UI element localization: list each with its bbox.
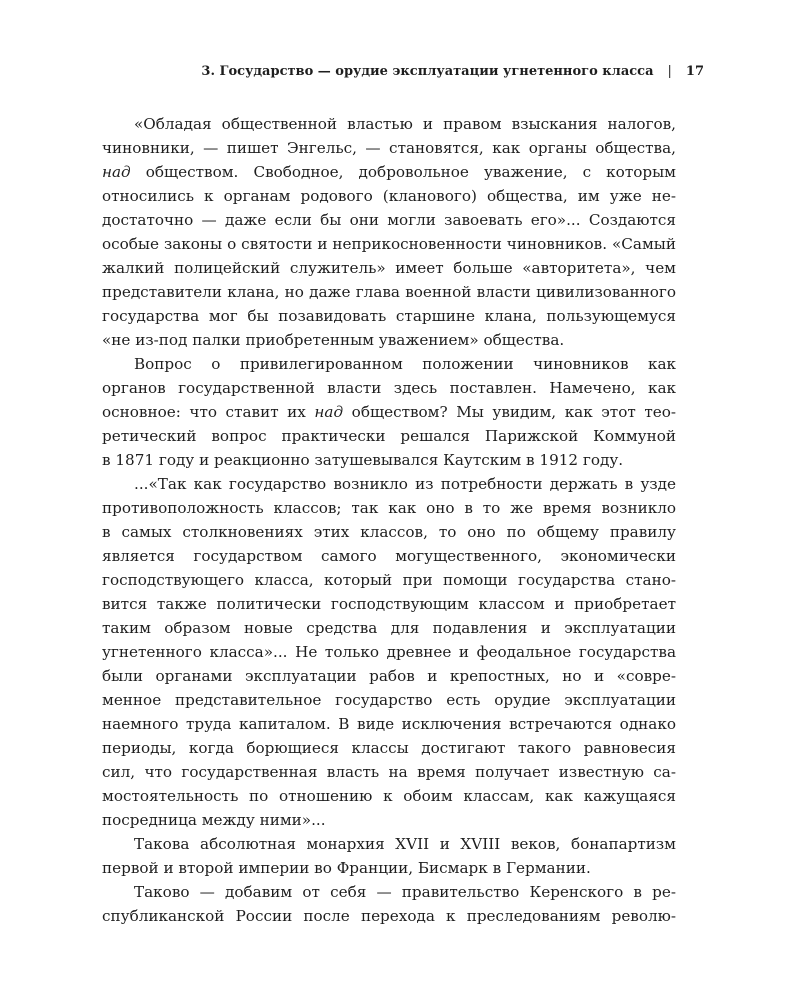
paragraph: [102, 352, 676, 472]
paragraph: [102, 112, 676, 352]
text-line: спубликанской России после перехода к преследованиям револю-: [102, 907, 676, 925]
paragraph: [102, 832, 676, 880]
text-line: относились к органам родового (кланового) общества, им уже не-: [102, 187, 676, 205]
text-line: Вопрос о привилегированном положении чиновников как: [134, 355, 676, 373]
text-line: в самых столкновениях этих классов, то оно по общему правилу: [102, 523, 676, 541]
running-head: [100, 64, 704, 79]
text-line: достаточно — даже если бы они могли завоевать его»... Создаются: [102, 211, 676, 229]
chapter-title: 3. Государство — орудие эксплуатации угнетенного класса: [201, 64, 654, 79]
text-line: основное: что ставит их над обществом? Мы увидим, как этот тео-: [102, 403, 676, 421]
text-line: сил, что государственная власть на время получает известную са-: [102, 763, 676, 781]
emphasis: над: [102, 163, 131, 181]
text-line: господствующего класса, который при помощи государства стано-: [102, 571, 676, 589]
text-line: ...«Так как государство возникло из потребности держать в узде: [134, 475, 676, 493]
text-line: представители клана, но даже глава военной власти цивилизованного: [102, 283, 676, 301]
text-line: периоды, когда борющиеся классы достигают такого равновесия: [102, 739, 676, 757]
body-text: [102, 112, 676, 928]
text-line: противоположность классов; так как оно в то же время возникло: [102, 499, 676, 517]
header-separator: |: [667, 64, 672, 79]
text-line: жалкий полицейский служитель» имеет больше «авторитета», чем: [102, 259, 676, 277]
emphasis: над: [314, 403, 344, 421]
text-line: в 1871 году и реакционно затушевывался Каутским в 1912 году.: [102, 451, 624, 469]
text-line: посредница между ними»...: [102, 811, 326, 829]
text-line: наемного труда капиталом. В виде исключения встречаются однако: [102, 715, 676, 733]
text-line: «Обладая общественной властью и правом взыскания налогов,: [134, 115, 676, 133]
text-line: ретический вопрос практически решался Парижской Коммуной: [102, 427, 676, 445]
paragraph: [102, 880, 676, 928]
text-line: таким образом новые средства для подавления и эксплуатации: [102, 619, 676, 637]
page-number: 17: [685, 64, 704, 79]
text-line: особые законы о святости и неприкосновенности чиновников. «Самый: [102, 235, 676, 253]
text-line: вится также политически господствующим классом и приобретает: [102, 595, 676, 613]
text-line: над обществом. Свободное, добровольное уважение, с которым: [102, 163, 676, 181]
text-line: были органами эксплуатации рабов и крепостных, но и «совре-: [102, 667, 676, 685]
text-line: угнетенного класса»... Не только древнее и феодальное государства: [102, 643, 676, 661]
text-line: государства мог бы позавидовать старшине клана, пользующемуся: [102, 307, 676, 325]
text-line: чиновники, — пишет Энгельс, — становятся, как органы общества,: [102, 139, 676, 157]
text-line: мостоятельность по отношению к обоим классам, как кажущаяся: [102, 787, 676, 805]
text-line: Таково — добавим от себя — правительство Керенского в ре-: [134, 883, 676, 901]
text-line: менное представительное государство есть орудие эксплуатации: [102, 691, 676, 709]
text-line: «не из-под палки приобретенным уважением» общества.: [102, 331, 565, 349]
text-line: Такова абсолютная монархия XVII и XVIII веков, бонапартизм: [134, 835, 676, 853]
text-line: органов государственной власти здесь поставлен. Намечено, как: [102, 379, 676, 397]
text-line: первой и второй империи во Франции, Бисмарк в Германии.: [102, 859, 591, 877]
paragraph: [102, 472, 676, 832]
text-line: является государством самого могущественного, экономически: [102, 547, 676, 565]
